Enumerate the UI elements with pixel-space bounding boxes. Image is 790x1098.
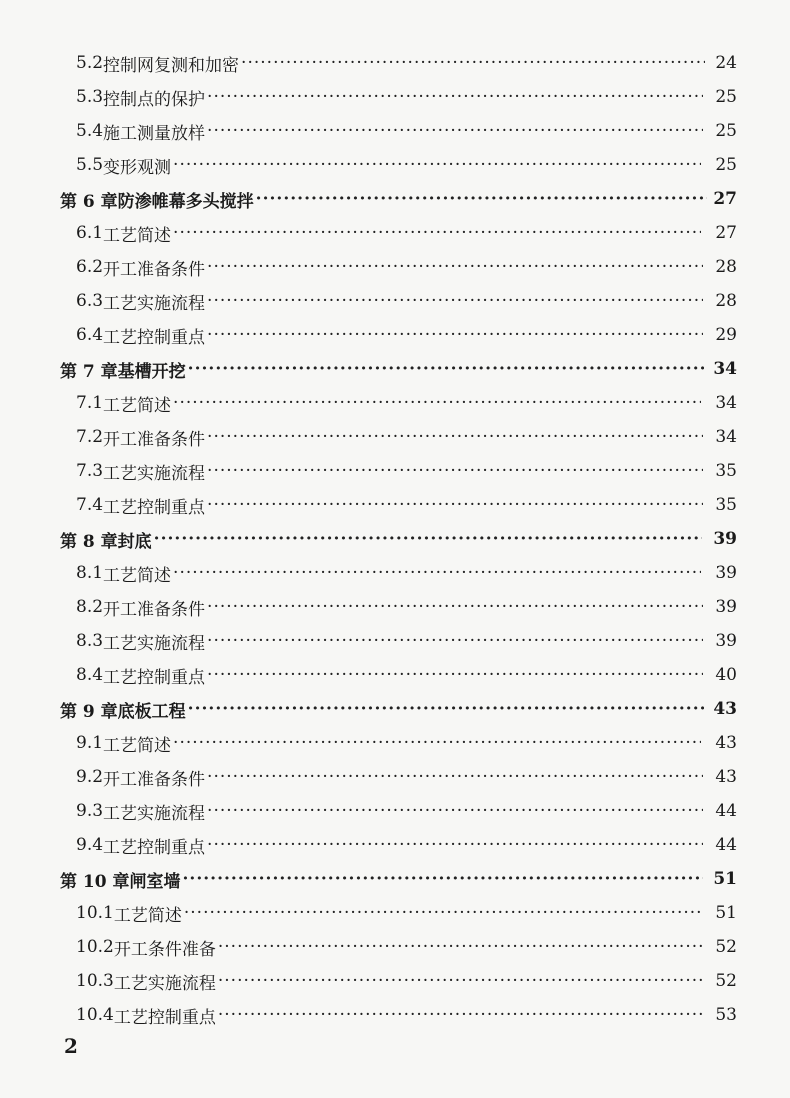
toc-entry-title: 控制点的保护 bbox=[103, 89, 206, 110]
toc-entry-number: 10.1 bbox=[76, 903, 114, 923]
toc-entry-title: 工艺简述 bbox=[113, 905, 182, 926]
toc-entry-title: 工艺实施流程 bbox=[103, 293, 206, 314]
toc-entry-title: 工艺控制重点 bbox=[103, 667, 206, 688]
dot-leader bbox=[188, 699, 704, 719]
toc-section-row[interactable] bbox=[0, 828, 790, 862]
toc-entry-title: 工艺控制重点 bbox=[113, 1007, 216, 1028]
toc-entry-number: 第 10 章 bbox=[60, 871, 130, 892]
dot-leader bbox=[241, 53, 704, 73]
dot-leader bbox=[207, 767, 703, 787]
toc-entry-page: 25 bbox=[715, 155, 737, 175]
toc-entry-title: 开工准备条件 bbox=[103, 259, 206, 280]
toc-section-row[interactable] bbox=[0, 896, 790, 930]
toc-entry-page: 39 bbox=[715, 597, 737, 617]
toc-entry-number: 10.4 bbox=[76, 1005, 114, 1025]
dot-leader bbox=[207, 835, 703, 855]
dot-leader bbox=[183, 869, 704, 889]
toc-entry-number: 8.3 bbox=[76, 631, 104, 651]
toc-entry-number: 9.2 bbox=[76, 767, 104, 787]
toc-entry-page: 35 bbox=[715, 461, 737, 481]
toc-entry-page: 39 bbox=[715, 563, 737, 583]
toc-section-row[interactable] bbox=[0, 556, 790, 590]
dot-leader bbox=[218, 937, 703, 957]
toc-entry-page: 35 bbox=[715, 495, 737, 515]
toc-entry-page: 51 bbox=[715, 903, 737, 923]
toc-entry-number: 9.4 bbox=[76, 835, 104, 855]
toc-entry-title: 控制网复测和加密 bbox=[103, 55, 240, 76]
toc-section-row[interactable] bbox=[0, 284, 790, 318]
toc-section-row[interactable] bbox=[0, 454, 790, 488]
page-number: 2 bbox=[64, 1034, 78, 1058]
toc-entry-title: 工艺实施流程 bbox=[103, 633, 206, 654]
toc-chapter-row[interactable] bbox=[0, 862, 790, 896]
dot-leader bbox=[173, 393, 701, 413]
dot-leader bbox=[207, 291, 703, 311]
toc-entry-title: 开工准备条件 bbox=[103, 429, 206, 450]
toc-entry-title: 工艺实施流程 bbox=[103, 803, 206, 824]
toc-entry-title: 工艺实施流程 bbox=[103, 463, 206, 484]
toc-section-row[interactable] bbox=[0, 794, 790, 828]
toc-section-row[interactable] bbox=[0, 216, 790, 250]
toc-entry-page: 28 bbox=[715, 291, 737, 311]
dot-leader bbox=[207, 121, 703, 141]
toc-section-row[interactable] bbox=[0, 148, 790, 182]
toc-entry-page: 51 bbox=[713, 869, 737, 889]
toc-entry-number: 第 9 章 bbox=[60, 701, 118, 722]
toc-section-row[interactable] bbox=[0, 46, 790, 80]
dot-leader bbox=[218, 971, 703, 991]
toc-entry-title: 闸室墙 bbox=[129, 871, 181, 892]
toc-entry-page: 24 bbox=[715, 53, 737, 73]
toc-entry-title: 开工准备条件 bbox=[103, 769, 206, 790]
toc-section-row[interactable] bbox=[0, 250, 790, 284]
toc-entry-title: 工艺简述 bbox=[103, 565, 172, 586]
toc-entry-title: 底板工程 bbox=[117, 701, 186, 722]
dot-leader bbox=[207, 801, 703, 821]
dot-leader bbox=[207, 631, 703, 651]
toc-section-row[interactable] bbox=[0, 930, 790, 964]
toc-entry-page: 25 bbox=[715, 87, 737, 107]
toc-entry-page: 27 bbox=[715, 223, 737, 243]
toc-chapter-row[interactable] bbox=[0, 522, 790, 556]
toc-entry-number: 9.1 bbox=[76, 733, 104, 753]
dot-leader bbox=[188, 359, 704, 379]
toc-entry-number: 10.2 bbox=[76, 937, 114, 957]
toc-entry-page: 53 bbox=[715, 1005, 737, 1025]
toc-section-row[interactable] bbox=[0, 964, 790, 998]
toc-entry-page: 43 bbox=[713, 699, 737, 719]
toc-entry-title: 工艺控制重点 bbox=[103, 497, 206, 518]
toc-section-row[interactable] bbox=[0, 590, 790, 624]
toc-section-row[interactable] bbox=[0, 998, 790, 1032]
toc-section-row[interactable] bbox=[0, 114, 790, 148]
toc-chapter-row[interactable] bbox=[0, 182, 790, 216]
toc-entry-title: 开工条件准备 bbox=[113, 939, 216, 960]
dot-leader bbox=[218, 1005, 703, 1025]
toc-entry-title: 工艺控制重点 bbox=[103, 837, 206, 858]
dot-leader bbox=[173, 223, 701, 243]
toc-entry-page: 52 bbox=[715, 937, 737, 957]
dot-leader bbox=[173, 563, 701, 583]
toc-entry-page: 43 bbox=[715, 733, 737, 753]
toc-entry-number: 5.3 bbox=[76, 87, 104, 107]
toc-entry-number: 10.3 bbox=[76, 971, 114, 991]
toc-entry-number: 6.1 bbox=[76, 223, 104, 243]
toc-entry-page: 44 bbox=[715, 835, 737, 855]
toc-section-row[interactable] bbox=[0, 488, 790, 522]
toc-entry-number: 9.3 bbox=[76, 801, 104, 821]
toc-entry-page: 40 bbox=[715, 665, 737, 685]
toc-entry-page: 34 bbox=[715, 393, 737, 413]
toc-entry-number: 第 7 章 bbox=[60, 361, 118, 382]
toc-entry-number: 6.3 bbox=[76, 291, 104, 311]
toc-entry-number: 7.4 bbox=[76, 495, 104, 515]
toc-section-row[interactable] bbox=[0, 386, 790, 420]
toc-section-row[interactable] bbox=[0, 420, 790, 454]
dot-leader bbox=[207, 87, 703, 107]
toc-entry-page: 43 bbox=[715, 767, 737, 787]
toc-entry-number: 6.2 bbox=[76, 257, 104, 277]
dot-leader bbox=[207, 461, 703, 481]
toc-entry-title: 防渗帷幕多头搅拌 bbox=[117, 191, 254, 212]
toc-entry-number: 7.3 bbox=[76, 461, 104, 481]
toc-section-row[interactable] bbox=[0, 760, 790, 794]
dot-leader bbox=[207, 325, 703, 345]
toc-entry-page: 52 bbox=[715, 971, 737, 991]
dot-leader bbox=[207, 427, 703, 447]
dot-leader bbox=[207, 257, 703, 277]
toc-entry-number: 8.1 bbox=[76, 563, 104, 583]
table-of-contents bbox=[0, 46, 790, 1032]
toc-entry-title: 工艺简述 bbox=[103, 395, 172, 416]
toc-entry-number: 5.5 bbox=[76, 155, 104, 175]
toc-entry-page: 34 bbox=[713, 359, 737, 379]
toc-entry-number: 8.2 bbox=[76, 597, 104, 617]
toc-entry-number: 第 8 章 bbox=[60, 531, 118, 552]
toc-section-row[interactable] bbox=[0, 726, 790, 760]
toc-section-row[interactable] bbox=[0, 624, 790, 658]
dot-leader bbox=[207, 665, 703, 685]
dot-leader bbox=[207, 597, 703, 617]
toc-chapter-row[interactable] bbox=[0, 692, 790, 726]
dot-leader bbox=[154, 529, 702, 549]
toc-entry-page: 39 bbox=[713, 529, 737, 549]
dot-leader bbox=[173, 733, 701, 753]
toc-entry-title: 工艺简述 bbox=[103, 225, 172, 246]
toc-entry-title: 基槽开挖 bbox=[117, 361, 186, 382]
toc-entry-title: 工艺控制重点 bbox=[103, 327, 206, 348]
toc-entry-page: 29 bbox=[715, 325, 737, 345]
toc-entry-title: 变形观测 bbox=[103, 157, 172, 178]
dot-leader bbox=[173, 155, 701, 175]
toc-entry-page: 27 bbox=[713, 189, 737, 209]
toc-entry-page: 39 bbox=[715, 631, 737, 651]
toc-entry-title: 施工测量放样 bbox=[103, 123, 206, 144]
toc-chapter-row[interactable] bbox=[0, 352, 790, 386]
toc-entry-number: 8.4 bbox=[76, 665, 104, 685]
toc-entry-title: 工艺实施流程 bbox=[113, 973, 216, 994]
toc-entry-page: 25 bbox=[715, 121, 737, 141]
toc-entry-number: 5.4 bbox=[76, 121, 104, 141]
dot-leader bbox=[184, 903, 702, 923]
toc-entry-title: 封底 bbox=[117, 531, 152, 552]
toc-entry-number: 7.2 bbox=[76, 427, 104, 447]
toc-entry-number: 6.4 bbox=[76, 325, 104, 345]
toc-entry-number: 7.1 bbox=[76, 393, 104, 413]
toc-section-row[interactable] bbox=[0, 318, 790, 352]
dot-leader bbox=[207, 495, 703, 515]
toc-entry-page: 44 bbox=[715, 801, 737, 821]
toc-entry-number: 第 6 章 bbox=[60, 191, 118, 212]
toc-entry-title: 工艺简述 bbox=[103, 735, 172, 756]
dot-leader bbox=[256, 189, 707, 209]
toc-section-row[interactable] bbox=[0, 658, 790, 692]
toc-entry-title: 开工准备条件 bbox=[103, 599, 206, 620]
toc-entry-page: 34 bbox=[715, 427, 737, 447]
toc-section-row[interactable] bbox=[0, 80, 790, 114]
toc-entry-number: 5.2 bbox=[76, 53, 104, 73]
toc-entry-page: 28 bbox=[715, 257, 737, 277]
